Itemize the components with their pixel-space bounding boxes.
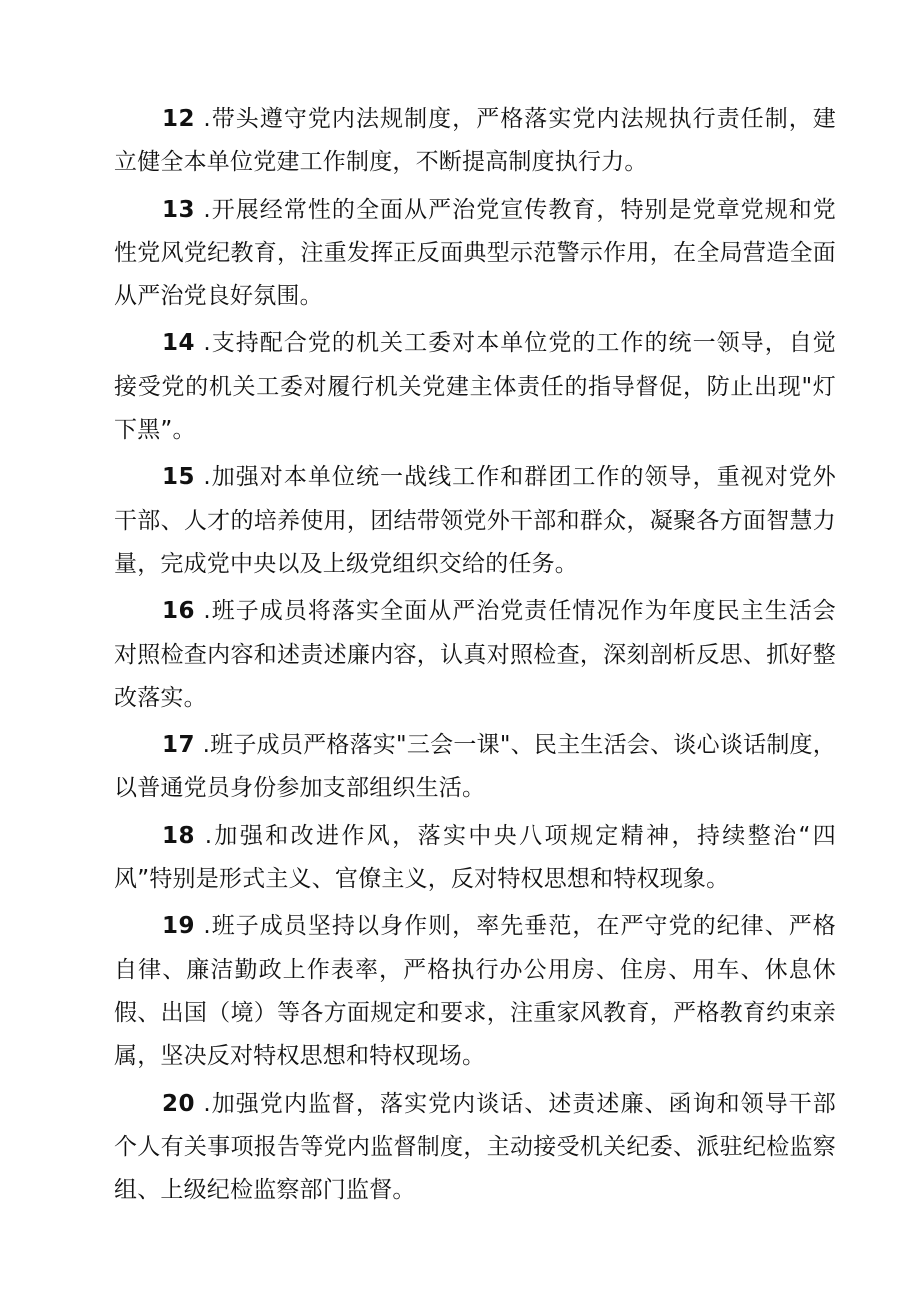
list-item-16 [114, 590, 836, 720]
item-text: .加强和改进作风，落实中央八项规定精神，持续整治“四风”特别是形式主义、官僚主义，反对特权思想和特权现象。 [114, 822, 836, 893]
list-item-12 [114, 98, 836, 185]
item-number: 13 [162, 196, 196, 223]
item-text: .支持配合党的机关工委对本单位党的工作的统一领导，自觉接受党的机关工委对履行机关党建主体责任的指导督促，防止出现"灯下黑”。 [114, 330, 836, 444]
list-item-15 [114, 456, 836, 586]
item-text: .班子成员将落实全面从严治党责任情况作为年度民主生活会对照检查内容和述责述廉内容，认真对照检查，深刻剖析反思、抓好整改落实。 [114, 598, 836, 711]
item-number: 19 [162, 913, 196, 940]
item-text: .开展经常性的全面从严治党宣传教育，特别是党章党规和党性党风党纪教育，注重发挥正反面典型示范警示作用，在全局营造全面从严治党良好氛围。 [114, 196, 836, 310]
item-text: .加强对本单位统一战线工作和群团工作的领导，重视对党外干部、人才的培养使用，团结带领党外干部和群众，凝聚各方面智慧力量，完成党中央以及上级党组织交给的任务。 [114, 464, 836, 577]
list-item-20 [114, 1083, 836, 1213]
list-item-18 [114, 815, 836, 902]
list-item-14 [114, 322, 836, 452]
item-number: 15 [162, 464, 196, 491]
item-number: 16 [162, 598, 196, 625]
list-item-13 [114, 189, 836, 319]
list-item-17 [114, 724, 836, 811]
item-text: .带头遵守党内法规制度，严格落实党内法规执行责任制，建立健全本单位党建工作制度，不断提高制度执行力。 [114, 106, 836, 176]
item-number: 18 [162, 822, 196, 849]
item-number: 20 [162, 1090, 196, 1117]
item-text: .班子成员坚持以身作则，率先垂范，在严守党的纪律、严格自律、廉洁勤政上作表率，严格执行办公用房、住房、用车、休息休假、出国（境）等各方面规定和要求，注重家风教育，严格教育约束亲属，坚决反对特权思想和特权现场。 [114, 913, 836, 1070]
document-body [114, 98, 836, 1216]
item-text: .加强党内监督，落实党内谈话、述责述廉、函询和领导干部个人有关事项报告等党内监督制度，主动接受机关纪委、派驻纪检监察组、上级纪检监察部门监督。 [114, 1090, 836, 1204]
list-item-19 [114, 905, 836, 1078]
item-number: 12 [162, 106, 196, 132]
item-number: 14 [162, 330, 196, 357]
item-text: .班子成员严格落实"三会一课"、民主生活会、谈心谈话制度，以普通党员身份参加支部组织生活。 [114, 732, 836, 802]
item-number: 17 [162, 732, 196, 759]
